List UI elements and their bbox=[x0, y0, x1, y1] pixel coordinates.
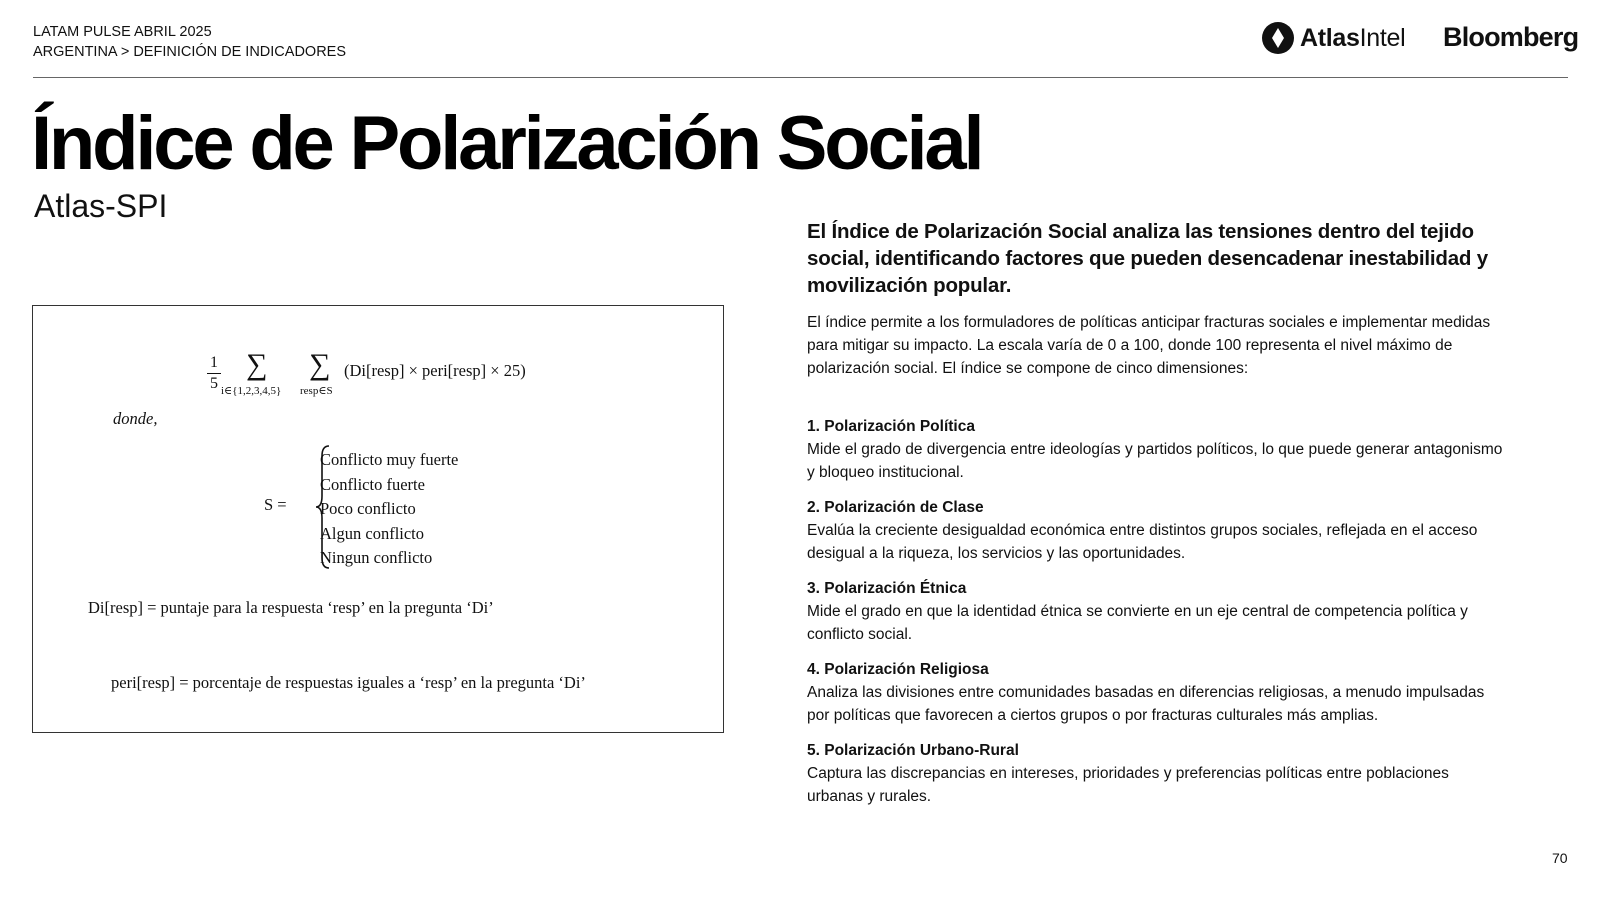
dimension-description: Analiza las divisiones entre comunidades basadas en diferencias religiosas, a menudo impulsadas por políticas que favorecen a ciertos grupos o por fracturas culturales más amplias. bbox=[807, 684, 1485, 724]
sum-symbol-2: ∑ bbox=[309, 348, 331, 381]
case-item: Ningun conflicto bbox=[320, 548, 433, 567]
sum-symbol-1: ∑ bbox=[246, 348, 268, 381]
lead-paragraph: El Índice de Polarización Social analiza las tensiones dentro del tejido social, identificando factores que pueden desencadenar inestabilidad y movilización popular. bbox=[807, 220, 1488, 297]
page-number: 70 bbox=[1552, 850, 1568, 866]
sum-1-subscript: i∈{1,2,3,4,5} bbox=[221, 385, 282, 397]
intro-paragraph: El índice permite a los formuladores de políticas anticipar fracturas sociales e implementar medidas para mitigar su impacto. La escala varía de 0 a 100, donde 100 representa el nivel máximo de polarización social. El índice se compone de cinco dimensiones: bbox=[807, 314, 1491, 377]
dimension-item bbox=[807, 577, 1507, 646]
formula-fraction bbox=[207, 354, 221, 393]
dimension-description: Evalúa la creciente desigualdad económica entre distintos grupos sociales, reflejada en el acceso desigual a la riqueza, los servicios y las oportunidades. bbox=[807, 522, 1478, 562]
set-s-label: S = bbox=[264, 495, 287, 514]
bloomberg-logo: Bloomberg bbox=[1443, 22, 1579, 52]
formula-donde: donde, bbox=[113, 409, 158, 428]
sum-2-subscript: resp∈S bbox=[300, 385, 333, 397]
dimension-title: 3. Polarización Étnica bbox=[807, 580, 967, 597]
dimension-title: 2. Polarización de Clase bbox=[807, 499, 984, 516]
dimension-item bbox=[807, 415, 1507, 484]
page-title: Índice de Polarización Social bbox=[31, 101, 982, 186]
header-section-path: ARGENTINA > DEFINICIÓN DE INDICADORES bbox=[33, 44, 347, 60]
dimension-description: Mide el grado en que la identidad étnica se convierte en un eje central de competencia política y conflicto social. bbox=[807, 603, 1468, 643]
dimension-item bbox=[807, 739, 1507, 808]
atlasintel-logo-icon bbox=[1262, 22, 1294, 54]
formula-summand: (Di[resp] × peri[resp] × 25) bbox=[344, 361, 526, 380]
case-item: Conflicto fuerte bbox=[320, 474, 425, 494]
header-breadcrumb bbox=[33, 22, 346, 62]
atlasintel-logo bbox=[1262, 22, 1405, 54]
formula-box bbox=[32, 305, 724, 733]
dimensions-list bbox=[807, 415, 1507, 820]
set-s-cases bbox=[320, 448, 458, 571]
dimension-title: 4. Polarización Religiosa bbox=[807, 661, 989, 678]
case-item: Poco conflicto bbox=[320, 499, 416, 518]
header-divider bbox=[33, 77, 1568, 78]
dimension-title: 1. Polarización Política bbox=[807, 418, 975, 435]
dimension-description: Captura las discrepancias en intereses, prioridades y preferencias políticas entre poblaciones urbanas y rurales. bbox=[807, 765, 1449, 805]
page-subtitle: Atlas-SPI bbox=[34, 188, 168, 224]
peri-definition: peri[resp] = porcentaje de respuestas iguales a ‘resp’ en la pregunta ‘Di’ bbox=[111, 673, 586, 692]
dimension-title: 5. Polarización Urbano-Rural bbox=[807, 742, 1019, 759]
case-item: Algun conflicto bbox=[320, 523, 425, 543]
di-definition: Di[resp] = puntaje para la respuesta ‘resp’ en la pregunta ‘Di’ bbox=[88, 598, 494, 617]
fraction-denominator: 5 bbox=[210, 375, 218, 392]
dimension-description: Mide el grado de divergencia entre ideologías y partidos políticos, lo que puede generar antagonismo y bloqueo institucional. bbox=[807, 441, 1503, 481]
case-item: Conflicto muy fuerte bbox=[320, 450, 459, 469]
dimension-item bbox=[807, 496, 1507, 565]
header-report-name: LATAM PULSE ABRIL 2025 bbox=[33, 24, 212, 40]
fraction-numerator: 1 bbox=[210, 354, 218, 371]
atlasintel-logo-text: AtlasIntel bbox=[1300, 23, 1406, 52]
dimension-item bbox=[807, 658, 1507, 727]
